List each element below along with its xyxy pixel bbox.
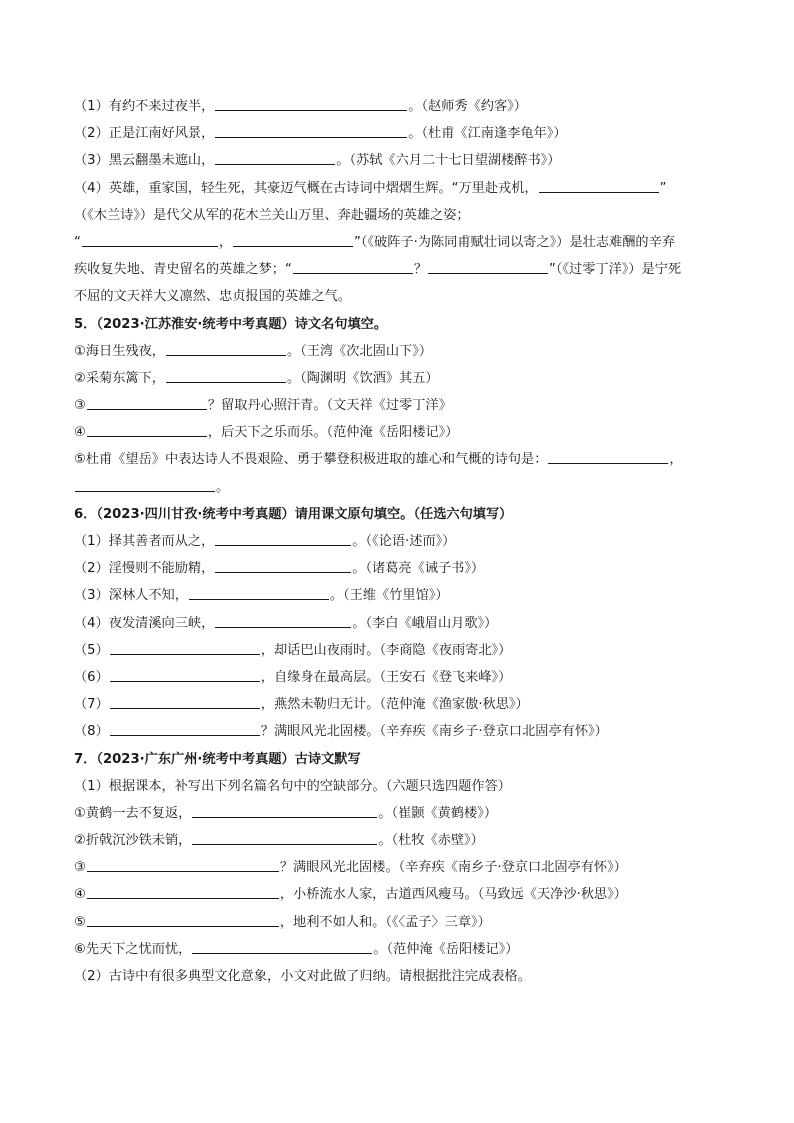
- q5-item-5-prompt: ⑤杜甫《望岳》中表达诗人不畏艰险、勇于攀登积极进取的雄心和气概的诗句是：: [74, 452, 548, 468]
- q6-item-1-source: 。（《论语·述而》）: [352, 534, 456, 549]
- q6-item-2-source: 。（诸葛亮《诫子书》）: [352, 561, 485, 577]
- q4-item-4-cont-2: [74, 229, 724, 256]
- q7-item-1-prompt: ①黄鹤一去不复返，: [74, 805, 192, 821]
- q4-item-3: [74, 147, 724, 174]
- q5-item-5: [74, 446, 724, 473]
- q7-item-6-prompt: ⑥先天下之忧而忧，: [74, 941, 192, 957]
- q4-item-4-prompt: （4）英雄，重家国，轻生死，其豪迈气概在古诗词中熠熠生辉。“万里赴戎机，: [74, 180, 538, 196]
- q4-item-4-text: 不屈的文天祥大义凛然、忠贞报国的英雄之气。: [74, 289, 351, 305]
- q7-item-2: [74, 827, 724, 854]
- q6-item-6: [74, 664, 724, 691]
- answer-blank[interactable]: [192, 829, 377, 845]
- answer-blank[interactable]: [192, 802, 377, 818]
- q4-item-4-text: （《木兰诗》）是代父从军的花木兰关山万里、奔赴疆场的英雄之姿；: [74, 207, 470, 223]
- q4-item-2-prompt: （2）正是江南好风景，: [74, 126, 215, 142]
- answer-blank[interactable]: [215, 612, 351, 628]
- q6-item-8: [74, 718, 724, 745]
- q4-item-2: [74, 120, 724, 147]
- q7-item-3-source: ？满眼风光北固楼。（辛弃疾《南乡子·登京口北固亭有怀》）: [279, 860, 627, 876]
- q4-item-3-source: 。（苏轼《六月二十七日望湖楼醉书》）: [336, 153, 561, 169]
- answer-blank[interactable]: [87, 394, 207, 410]
- q5-item-4-prompt: ④: [74, 425, 86, 441]
- q6-item-7: [74, 691, 724, 718]
- q7-item-3: [74, 854, 724, 881]
- q7-item-4-source: ，小桥流水人家，古道西风瘦马。（马致远《天净沙·秋思》）: [279, 887, 627, 903]
- answer-blank[interactable]: [189, 584, 329, 600]
- q5-item-1: [74, 338, 724, 365]
- answer-blank[interactable]: [82, 231, 218, 247]
- answer-blank[interactable]: [75, 476, 215, 492]
- q6-item-7-source: ，燕然未勒归无计。（范仲淹《渔家傲·秋思》）: [260, 697, 529, 713]
- q5-item-3: [74, 392, 724, 419]
- q4-item-4: [74, 175, 724, 202]
- q6-item-4-source: 。（李白《峨眉山月歌》）: [352, 615, 498, 631]
- q6-item-8-source: ？满眼风光北固楼。（辛弃疾《南乡子·登京口北固亭有怀》）: [260, 724, 608, 740]
- q7-item-2-source: 。（杜牧《赤壁》）: [378, 833, 484, 849]
- answer-blank[interactable]: [87, 856, 279, 872]
- q6-item-8-prompt: （8）: [74, 724, 109, 740]
- q4-item-4-close: ”: [659, 180, 667, 196]
- q6-item-6-source: ，自缘身在最高层。（王安石《登飞来峰》）: [260, 669, 512, 685]
- q6-item-5-prompt: （5）: [74, 642, 109, 658]
- q5-item-4: [74, 419, 724, 446]
- answer-blank[interactable]: [87, 421, 207, 437]
- q7-item-5-prompt: ⑤: [74, 914, 86, 930]
- answer-blank[interactable]: [87, 883, 279, 899]
- q4-item-3-prompt: （3）黑云翻墨未遮山，: [74, 153, 215, 169]
- q4-item-4-text: ”（《破阵子·为陈同甫赋壮词以寄之》）是壮志难酬的辛弃: [354, 234, 675, 250]
- q7-heading: 7．（2023·广东广州·统考中考真题）古诗文默写: [74, 751, 361, 767]
- q5-heading: 5．（2023·江苏淮安·统考中考真题）诗文名句填空。: [74, 316, 388, 332]
- answer-blank[interactable]: [87, 911, 279, 927]
- answer-blank[interactable]: [215, 95, 407, 111]
- q7-item-1: [74, 800, 724, 827]
- q5-item-4-source: ，后天下之乐而乐。（范仲淹《岳阳楼记》）: [207, 425, 459, 441]
- q5-item-3-prompt: ③: [74, 398, 86, 414]
- q6-item-7-prompt: （7）: [74, 697, 109, 713]
- q7-sub-1: （1）根据课本，补写出下列名篇名句中的空缺部分。（六题只选四题作答）: [74, 778, 511, 794]
- comma: ，: [218, 234, 233, 250]
- answer-blank[interactable]: [215, 149, 335, 165]
- q6-heading: 6．（2023·四川甘孜·统考中考真题）请用课文原句填空。（任选六句填写）: [74, 506, 513, 522]
- answer-blank[interactable]: [110, 666, 260, 682]
- q6-item-3: [74, 582, 724, 609]
- q7-item-3-prompt: ③: [74, 860, 86, 876]
- answer-blank[interactable]: [110, 693, 260, 709]
- q7-item-4: [74, 881, 724, 908]
- q4-item-4-text: 疾收复失地、青史留名的英雄之梦；“: [74, 262, 292, 278]
- answer-blank[interactable]: [215, 122, 407, 138]
- q7-item-2-prompt: ②折戟沉沙铁未销，: [74, 833, 192, 849]
- answer-blank[interactable]: [548, 448, 668, 464]
- answer-blank[interactable]: [428, 258, 548, 274]
- q5-item-2-source: 。（陶渊明《饮酒》其五）: [286, 370, 439, 386]
- q6-item-3-source: 。（王维《竹里馆》）: [329, 588, 449, 604]
- q5-item-1-source: 。（王湾《次北固山下》）: [286, 343, 433, 359]
- q4-item-4-cont-3: [74, 256, 724, 283]
- period: 。: [216, 479, 230, 495]
- answer-blank[interactable]: [293, 258, 413, 274]
- answer-blank[interactable]: [215, 530, 351, 546]
- answer-blank[interactable]: [166, 367, 286, 383]
- q5-item-5-cont: [74, 474, 724, 501]
- q4-item-1: [74, 93, 724, 120]
- q6-item-5-source: ，却话巴山夜雨时。（李商隐《夜雨寄北》）: [260, 642, 512, 658]
- q7-item-6-source: 。（范仲淹《岳阳楼记》）: [373, 941, 519, 957]
- answer-blank[interactable]: [539, 177, 659, 193]
- q7-item-1-source: 。（崔颢《黄鹤楼》）: [378, 805, 498, 821]
- q6-item-3-prompt: （3）深林人不知，: [74, 588, 188, 604]
- answer-blank[interactable]: [166, 340, 286, 356]
- q6-item-2: [74, 555, 724, 582]
- q4-item-4-cont-4: [74, 283, 724, 310]
- answer-blank[interactable]: [215, 557, 351, 573]
- q6-item-1-prompt: （1）择其善者而从之，: [74, 534, 215, 549]
- q6-item-4-prompt: （4）夜发清溪向三峡，: [74, 615, 215, 631]
- q5-item-1-prompt: ①海日生残夜，: [74, 343, 165, 359]
- q4-item-1-prompt: （1）有约不来过夜半，: [74, 99, 215, 114]
- q6-item-4: [74, 610, 724, 637]
- answer-blank[interactable]: [110, 720, 260, 736]
- q4-item-4-text: ”（《过零丁洋》）是宁死: [549, 262, 682, 278]
- q4-item-2-source: 。（杜甫《江南逢李龟年》）: [408, 126, 567, 142]
- q7-item-5: [74, 909, 724, 936]
- answer-blank[interactable]: [233, 231, 353, 247]
- open-quote: “: [74, 234, 81, 250]
- q7-item-6: [74, 936, 724, 963]
- q6-item-5: [74, 637, 724, 664]
- question-mark: ？: [413, 262, 428, 278]
- comma: ，: [669, 452, 683, 468]
- q7-item-4-prompt: ④: [74, 887, 86, 903]
- q6-item-6-prompt: （6）: [74, 669, 109, 685]
- q5-item-3-source: ？留取丹心照汗青。（文天祥《过零丁洋》: [207, 398, 452, 414]
- q6-item-1: [74, 528, 724, 555]
- q4-item-4-cont-1: [74, 202, 724, 229]
- q5-item-2-prompt: ②采菊东篱下，: [74, 370, 165, 386]
- q5-item-2: [74, 365, 724, 392]
- q7-item-5-source: ，地利不如人和。（《〈孟子〉三章》）: [279, 914, 491, 930]
- q4-item-1-source: 。（赵师秀《约客》）: [408, 99, 527, 114]
- q7-sub-2: （2）古诗中有很多典型文化意象，小文对此做了归纳。请根据批注完成表格。: [74, 969, 531, 984]
- answer-blank[interactable]: [192, 938, 372, 954]
- q6-item-2-prompt: （2）淫慢则不能励精，: [74, 561, 215, 577]
- document-body: [74, 93, 724, 990]
- answer-blank[interactable]: [110, 639, 260, 655]
